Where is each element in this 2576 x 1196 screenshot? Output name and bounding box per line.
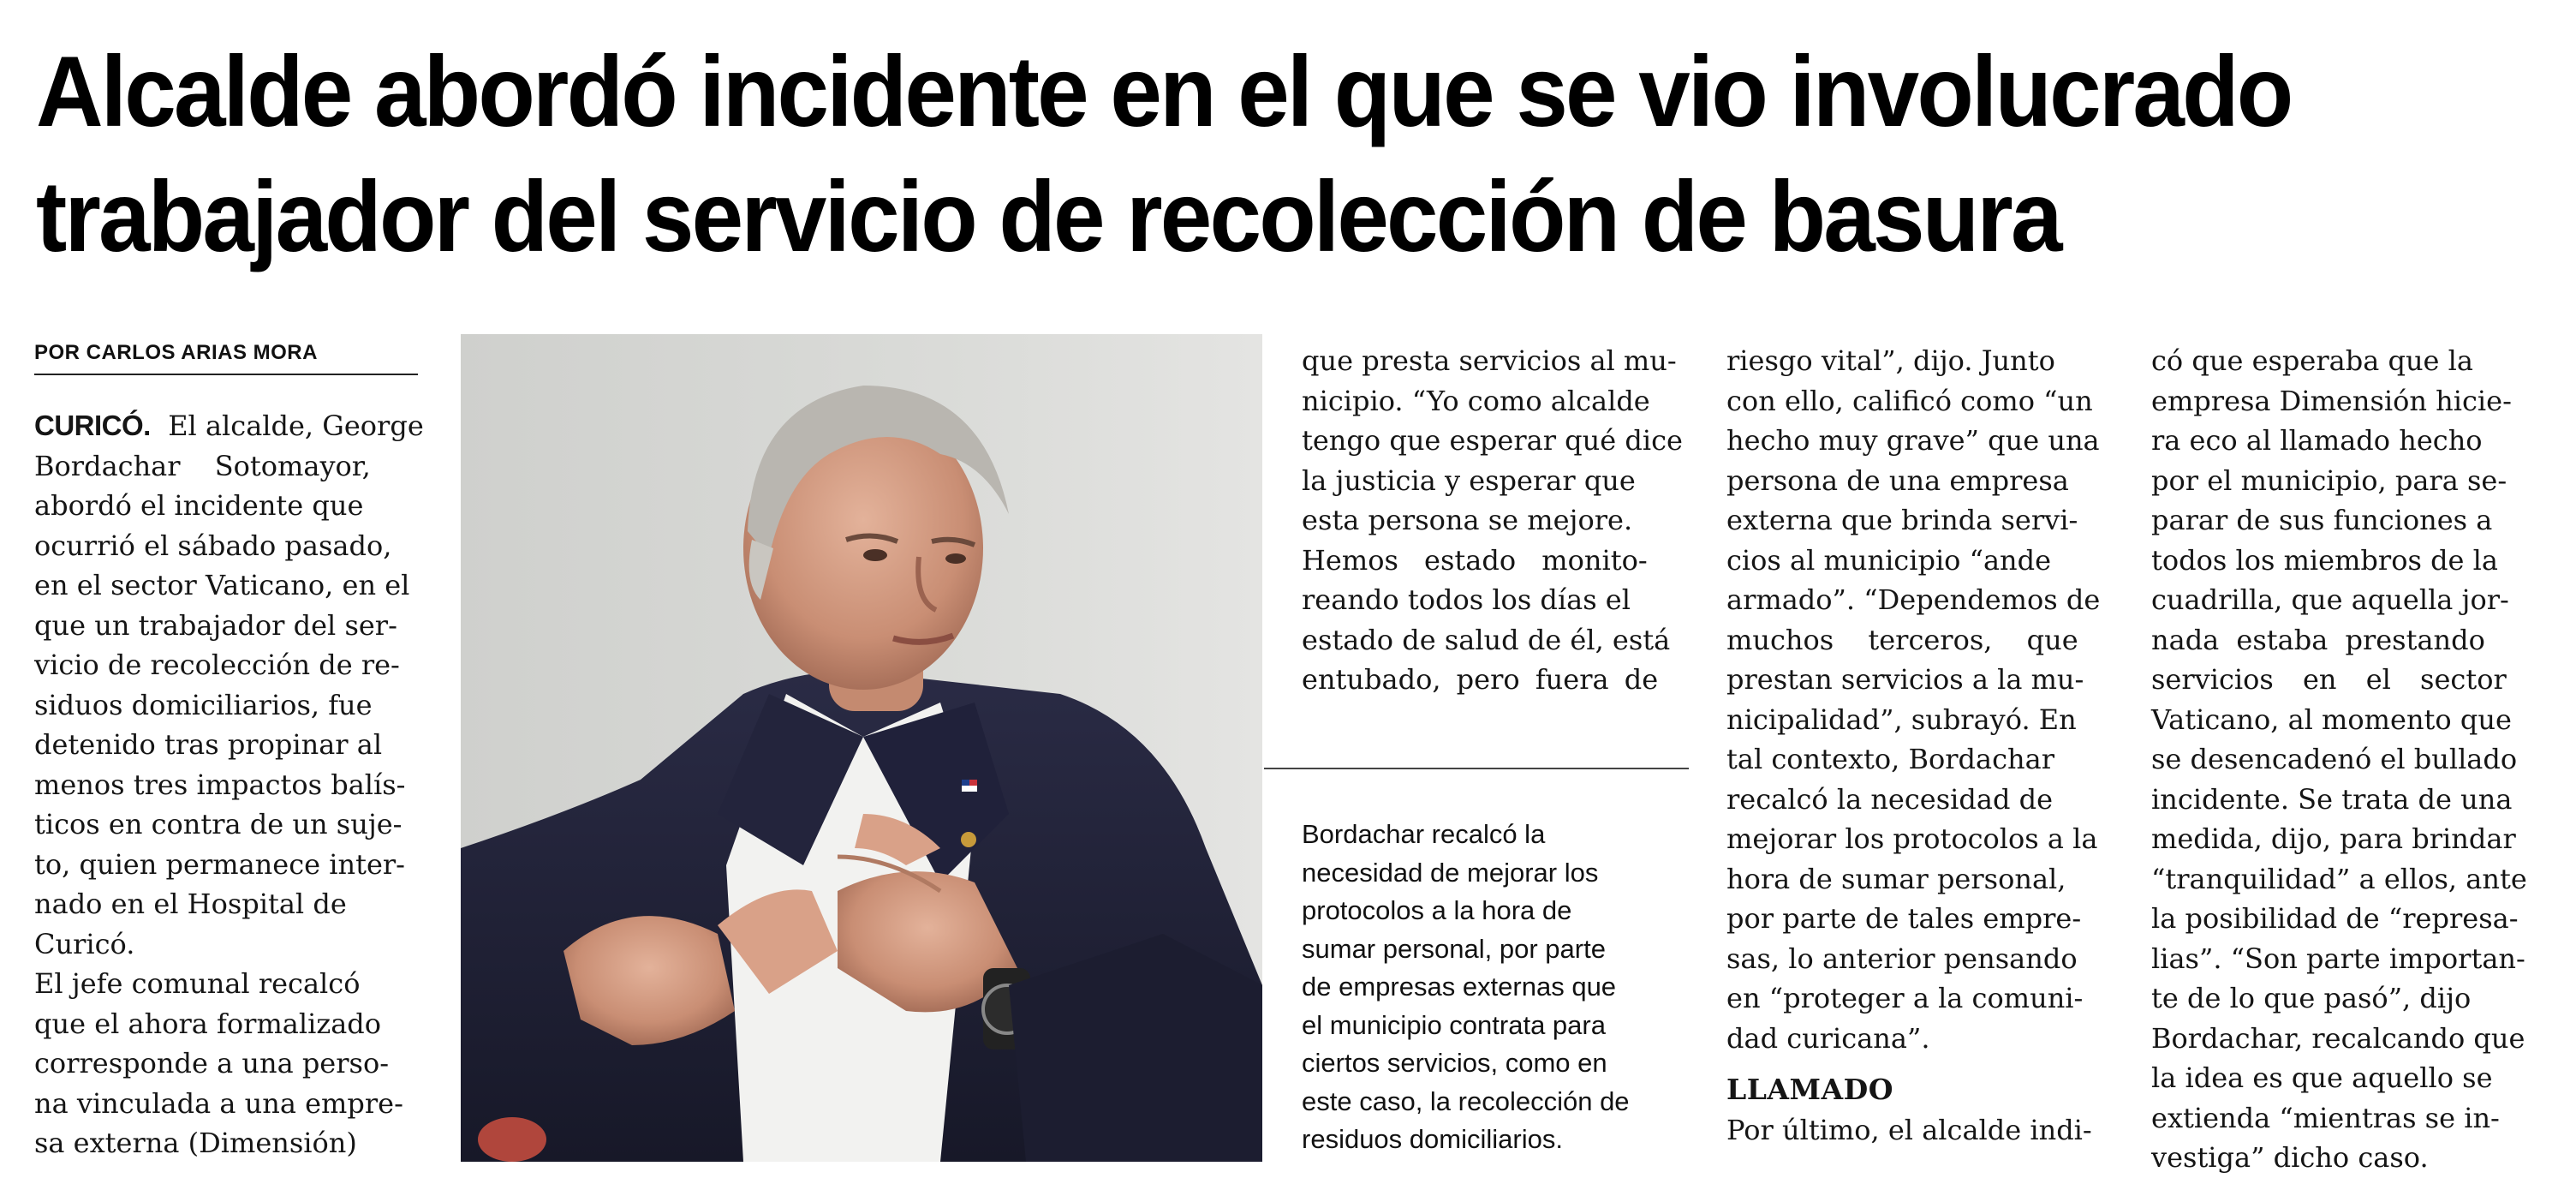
text-line: todos los miembros de la [2151, 543, 2498, 577]
byline: POR CARLOS ARIAS MORA [34, 341, 418, 375]
photo-caption [1302, 816, 1687, 1159]
text-line: corresponde a una perso- [34, 1047, 390, 1079]
caption-line: de empresas externas que [1302, 972, 1617, 1002]
text-line: en “proteger a la comuni- [1726, 982, 2084, 1014]
text-line: que el ahora formalizado [34, 1007, 382, 1040]
text-line: Por último, el alcalde indi- [1726, 1113, 2092, 1146]
text-line: detenido tras propinar al [34, 728, 383, 761]
subhead-llamado: LLAMADO [1726, 1073, 1894, 1106]
text-line: te de lo que pasó”, dijo [2151, 982, 2472, 1014]
text-line: nicipalidad”, subrayó. En [1726, 703, 2077, 736]
caption-line: sumar personal, por parte [1302, 933, 1606, 964]
article-column-1 [34, 406, 424, 1163]
text-line: Bordachar, recalcando que [2151, 1021, 2525, 1055]
caption-line: este caso, la recolección de [1302, 1085, 1630, 1116]
text-line: riesgo vital”, dijo. Junto [1726, 344, 2055, 377]
text-line: sa externa (Dimensión) [34, 1127, 357, 1159]
dateline: CURICÓ. [34, 410, 151, 441]
text-line: mejorar los protocolos a la [1726, 822, 2098, 855]
article-column-3 [1726, 341, 2112, 1150]
text-line: armado”. “Dependemos de [1726, 583, 2101, 616]
text-line: que presta servicios al mu- [1302, 344, 1677, 377]
text-line: incidente. Se trata de una [2151, 782, 2513, 816]
text-line [34, 406, 424, 446]
text-line: to, quien permanece inter- [34, 847, 405, 881]
caption-line: ciertos servicios, como en [1302, 1048, 1607, 1078]
text-line: nicipio. “Yo como alcalde [1302, 384, 1650, 417]
text-line: recalcó la necesidad de [1726, 782, 2054, 816]
text-line: se desencadenó el bullado [2151, 743, 2518, 775]
text-line: la justicia y esperar que [1302, 463, 1636, 497]
text-line: estado de salud de él, está [1302, 623, 1671, 656]
text-line: tal contexto, Bordachar [1726, 743, 2054, 775]
text-line: con ello, calificó como “un [1726, 384, 2093, 417]
text-line: la idea es que aquello se [2151, 1061, 2493, 1094]
headline [36, 29, 2377, 279]
caption-line: protocolos a la hora de [1302, 895, 1572, 925]
text-line: ticos en contra de un suje- [34, 808, 402, 840]
text-line: ra eco al llamado hecho [2151, 424, 2483, 457]
text-line-content: El alcalde, George [168, 410, 424, 442]
text-line: ocurrió el sábado pasado, [34, 529, 392, 562]
text-line: Hemos estado monito- [1302, 543, 1648, 577]
caption-line: necesidad de mejorar los [1302, 857, 1599, 888]
text-line: externa que brinda servi- [1726, 504, 2078, 536]
text-line: cios al municipio “ande [1726, 543, 2052, 577]
text-line: por el municipio, para se- [2151, 463, 2507, 497]
text-line: siduos domiciliarios, fue [34, 688, 373, 721]
caption-line: el municipio contrata para [1302, 1009, 1606, 1040]
text-line: El jefe comunal recalcó [34, 967, 361, 1000]
text-line: reando todos los días el [1302, 583, 1631, 616]
text-line: na vinculada a una empre- [34, 1086, 403, 1120]
text-line: empresa Dimensión hicie- [2151, 384, 2512, 417]
text-line: nado en el Hospital de [34, 888, 347, 920]
caption-line: Bordachar recalcó la [1302, 819, 1546, 849]
text-line: por parte de tales empre- [1726, 902, 2082, 935]
text-line: persona de una empresa [1726, 463, 2069, 497]
text-line: Bordachar Sotomayor, [34, 449, 371, 482]
text-line: prestan servicios a la mu- [1726, 663, 2084, 696]
article-column-2 [1302, 341, 1687, 700]
photo-mayor [461, 334, 1262, 1162]
text-line: “tranquilidad” a ellos, ante [2151, 862, 2527, 895]
text-line: nada estaba prestando [2151, 623, 2485, 656]
text-line: parar de sus funciones a [2151, 504, 2493, 536]
article-column-4 [2151, 341, 2537, 1178]
text-line: vicio de recolección de re- [34, 649, 400, 681]
text-line: muchos terceros, que [1726, 623, 2078, 656]
headline-line-1: Alcalde abordó incidente en el que se vio involucrado [36, 35, 2292, 147]
text-line: en el sector Vaticano, en el [34, 569, 410, 601]
text-line: Curicó. [34, 927, 135, 960]
text-line: abordó el incidente que [34, 489, 364, 522]
text-line: cuadrilla, que aquella jor- [2151, 583, 2509, 616]
text-line: entubado, pero fuera de [1302, 663, 1659, 696]
text-line: dad curicana”. [1726, 1021, 1930, 1055]
photo-illustration [461, 334, 1262, 1162]
text-line: sas, lo anterior pensando [1726, 942, 2078, 975]
text-line: esta persona se mejore. [1302, 504, 1633, 536]
text-line: medida, dijo, para brindar [2151, 822, 2516, 855]
text-line: Vaticano, al momento que [2151, 703, 2512, 736]
headline-line-2: trabajador del servicio de recolección de basura [36, 160, 2060, 272]
text-line: extienda “mientras se in- [2151, 1101, 2500, 1134]
text-line: la posibilidad de “represa- [2151, 902, 2519, 935]
text-line: tengo que esperar qué dice [1302, 424, 1683, 457]
text-line: có que esperaba que la [2151, 344, 2473, 377]
spacer [1726, 1058, 2112, 1070]
text-line: menos tres impactos balís- [34, 768, 406, 801]
caption-line: residuos domiciliarios. [1302, 1124, 1563, 1154]
text-line: vestiga” dicho caso. [2151, 1141, 2429, 1174]
text-line: servicios en el sector [2151, 663, 2507, 696]
text-line: que un trabajador del ser- [34, 608, 397, 642]
text-line: hora de sumar personal, [1726, 862, 2066, 895]
text-line: lias”. “Son parte importan- [2151, 942, 2525, 975]
caption-divider [1264, 768, 1689, 769]
text-line: hecho muy grave” que una [1726, 424, 2100, 457]
